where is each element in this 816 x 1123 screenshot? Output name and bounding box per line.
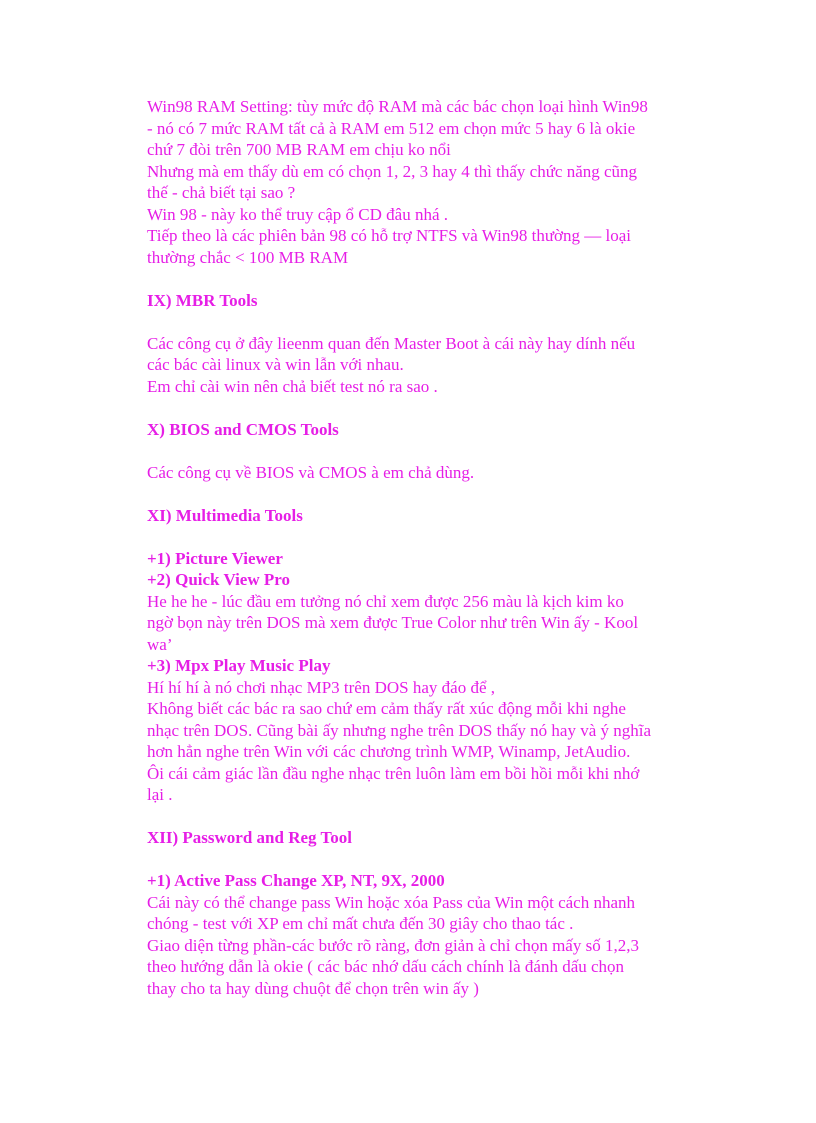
text-line: thế - chả biết tại sao ? bbox=[147, 183, 296, 202]
text-line: Tiếp theo là các phiên bản 98 có hỗ trợ NTFS và Win98 thường — loại bbox=[147, 226, 632, 245]
text-line: - nó có 7 mức RAM tất cả à RAM em 512 em chọn mức 5 hay 6 là okie bbox=[147, 118, 636, 138]
text-line: chóng - test với XP em chỉ mất chưa đến 30 giây cho thao tác . bbox=[147, 914, 574, 933]
spacer bbox=[147, 806, 687, 828]
text-line: chứ 7 đòi trên 700 MB RAM em chịu ko nổi bbox=[147, 140, 451, 159]
text-line: Giao diện từng phần-các bước rõ ràng, đơn giản à chỉ chọn mấy số 1,2,3 bbox=[147, 935, 639, 955]
subheading-quick-view-pro: +2) Quick View Pro bbox=[147, 570, 291, 589]
text-line: Các công cụ ở đây lieenm quan đến Master Boot à cái này hay dính nếu bbox=[147, 333, 636, 353]
text-line: Cái này có thể change pass Win hoặc xóa Pass của Win một cách nhanh bbox=[147, 892, 636, 912]
text-line: Win98 RAM Setting: tùy mức độ RAM mà các bác chọn loại hình Win98 bbox=[147, 97, 648, 116]
text-line: Em chỉ cài win nên chả biết test nó ra sao . bbox=[147, 376, 438, 396]
spacer bbox=[147, 526, 687, 548]
text-line: các bác cài linux và win lẫn với nhau. bbox=[147, 355, 404, 374]
spacer bbox=[147, 849, 687, 871]
text-line: Hí hí hí à nó chơi nhạc MP3 trên DOS hay đáo để , bbox=[147, 677, 495, 697]
intro-paragraph bbox=[147, 96, 687, 268]
text-line: thường chắc < 100 MB RAM bbox=[147, 247, 349, 267]
spacer bbox=[147, 483, 687, 505]
text-line: theo hướng dẫn là okie ( các bác nhớ dấu cách chính là đánh dấu chọn bbox=[147, 957, 625, 976]
text-line: He he he - lúc đầu em tưởng nó chỉ xem được 256 màu là kịch kim ko bbox=[147, 591, 624, 611]
subheading-active-pass-change: +1) Active Pass Change XP, NT, 9X, 2000 bbox=[147, 871, 445, 890]
document-page bbox=[147, 96, 687, 999]
text-line: ngờ bọn này trên DOS mà xem được True Color như trên Win ấy - Kool bbox=[147, 613, 639, 632]
section-heading-bios: X) BIOS and CMOS Tools bbox=[147, 419, 339, 439]
spacer bbox=[147, 311, 687, 333]
subheading-mpx-play: +3) Mpx Play Music Play bbox=[147, 656, 331, 675]
mpx-play-paragraph bbox=[147, 677, 687, 806]
text-line: lại . bbox=[147, 785, 173, 804]
text-line: Ôi cái cảm giác lần đầu nghe nhạc trên luôn làm em bồi hồi mỗi khi nhớ bbox=[147, 763, 640, 783]
text-line: wa’ bbox=[147, 634, 173, 654]
section-heading-password: XII) Password and Reg Tool bbox=[147, 828, 352, 847]
spacer bbox=[147, 440, 687, 462]
bios-paragraph bbox=[147, 462, 687, 484]
quick-view-paragraph bbox=[147, 591, 687, 656]
mbr-paragraph bbox=[147, 333, 687, 398]
spacer bbox=[147, 397, 687, 419]
text-line: Không biết các bác ra sao chứ em cảm thấy rất xúc động mỗi khi nghe bbox=[147, 699, 626, 718]
text-line: thay cho ta hay dùng chuột để chọn trên win ấy ) bbox=[147, 978, 479, 998]
text-line: Các công cụ về BIOS và CMOS à em chả dùng. bbox=[147, 462, 475, 482]
text-line: Nhưng mà em thấy dù em có chọn 1, 2, 3 hay 4 thì thấy chức năng cũng bbox=[147, 161, 638, 181]
text-line: Win 98 - này ko thể truy cập ổ CD đâu nhá . bbox=[147, 204, 448, 224]
section-heading-mbr: IX) MBR Tools bbox=[147, 290, 258, 310]
section-heading-multimedia: XI) Multimedia Tools bbox=[147, 505, 303, 525]
subheading-picture-viewer: +1) Picture Viewer bbox=[147, 548, 283, 568]
spacer bbox=[147, 268, 687, 290]
text-line: nhạc trên DOS. Cũng bài ấy nhưng nghe trên DOS thấy nó hay và ý nghĩa bbox=[147, 720, 652, 740]
active-pass-paragraph bbox=[147, 892, 687, 1000]
text-line: hơn hẳn nghe trên Win với các chương trình WMP, Winamp, JetAudio. bbox=[147, 742, 631, 761]
